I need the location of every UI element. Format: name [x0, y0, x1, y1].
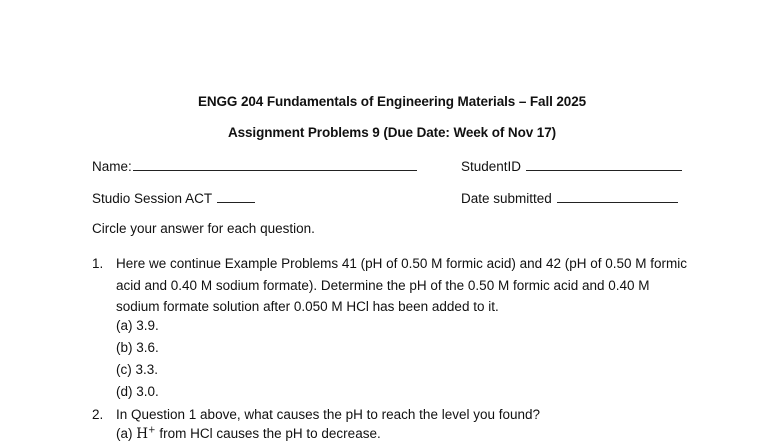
question-text: Here we continue Example Problems 41 (pH of 0.50 M formic acid) and 42 (pH of 0.50 M formic acid and 0.40 M sodium formate). Determine the pH of the 0.50 M formic acid and 0.40 M sodium formate solution after 0.050 M HCl has been added to it.	[116, 256, 687, 314]
question-1-option-c[interactable]: (c) 3.3.	[116, 362, 159, 377]
question-number: 1.	[92, 256, 104, 271]
name-field[interactable]	[92, 158, 417, 174]
name-label: Name:	[92, 159, 132, 174]
studio-session-label: Studio Session ACT	[92, 191, 212, 206]
question-1-option-a[interactable]: (a) 3.9.	[116, 318, 159, 333]
student-id-field[interactable]	[461, 158, 682, 174]
date-submitted-field[interactable]	[461, 190, 678, 206]
name-blank-line[interactable]	[133, 158, 417, 171]
date-submitted-blank-line[interactable]	[557, 190, 678, 203]
student-id-label: StudentID	[461, 159, 522, 174]
question-number: 2.	[92, 407, 104, 422]
question-2-option-a[interactable]	[116, 426, 381, 442]
question-1-option-b[interactable]: (b) 3.6.	[116, 340, 159, 355]
ion-charge: +	[148, 425, 156, 436]
question-text: In Question 1 above, what causes the pH to reach the level you found?	[116, 407, 541, 422]
assignment-title: Assignment Problems 9 (Due Date: Week of Nov 17)	[227, 125, 557, 140]
option-prefix: (a)	[116, 426, 133, 441]
question-1-option-d[interactable]: (d) 3.0.	[116, 384, 159, 399]
chemical-species: H	[136, 426, 149, 442]
course-title: ENGG 204 Fundamentals of Engineering Materials – Fall 2025	[197, 94, 587, 109]
student-id-blank-line[interactable]	[526, 158, 682, 171]
option-text: from HCl causes the pH to decrease.	[159, 426, 381, 441]
studio-session-field[interactable]	[92, 190, 255, 206]
date-submitted-label: Date submitted	[461, 191, 552, 206]
instructions: Circle your answer for each question.	[92, 221, 315, 236]
studio-session-blank-line[interactable]	[217, 190, 255, 203]
